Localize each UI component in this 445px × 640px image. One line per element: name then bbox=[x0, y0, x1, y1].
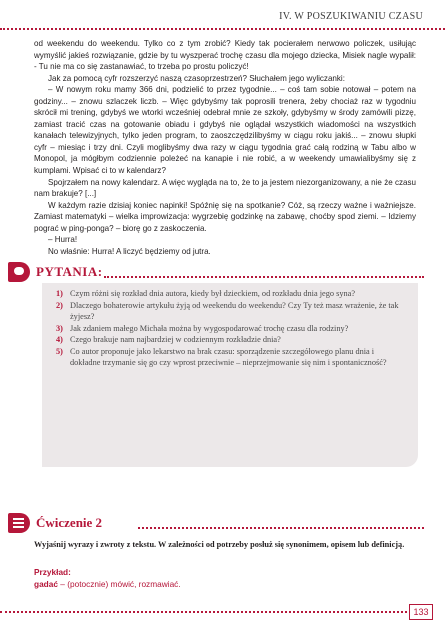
question-text: Czego brakuje nam najbardziej w codziennym rozkładzie dnia? bbox=[70, 335, 281, 344]
header-dotted-line bbox=[0, 28, 445, 30]
questions-dotted-line bbox=[104, 276, 424, 278]
paragraph: W każdym razie dzisiaj koniec napinki! Spóźnię się na spotkanie? Cóż, są rzeczy ważne i ważniejsze. Zamiast matematyki – wielka improwizacja: wygrzebię godzinkę na zabawę, choćby spod ziemi. – Idziemy pograć w ping-ponga? – biorę go z zaskoczenia. bbox=[34, 200, 416, 233]
page-number: 133 bbox=[409, 604, 433, 620]
question-number: 3) bbox=[56, 323, 63, 333]
exercise-dotted-line bbox=[138, 527, 424, 529]
example-label: Przykład: bbox=[34, 567, 71, 577]
example-line bbox=[34, 579, 181, 589]
question-item bbox=[56, 334, 406, 346]
questions-title: PYTANIA: bbox=[36, 264, 103, 279]
paragraph: No właśnie: Hurra! A liczyć będziemy od jutra. bbox=[48, 246, 211, 256]
question-text: Jak zdaniem małego Michała można by wygospodarować trochę czasu dla rodziny? bbox=[70, 323, 349, 333]
question-text: Co autor proponuje jako lekarstwo na brak czasu: sporządzenie szczegółowego planu dnia i dokładne trzymanie się go czy wprost przeciwnie – nieprzejmowanie się nim i spontaniczność? bbox=[70, 346, 387, 367]
speech-bubble-icon bbox=[8, 262, 30, 282]
example-definition: – (potocznie) mówić, rozmawiać. bbox=[57, 579, 181, 589]
question-number: 2) bbox=[56, 300, 63, 310]
paragraph: – W nowym roku mamy 366 dni, podzielić to przez tygodnie... – coś tam sobie notował – potem na godziny... – znowu szlaczek liczb. – Więc gdybyśmy tak poprosili trenera, żeby chociaż raz w tygodniu skrócił mi trening, gdybyś we wtorki wcześniej odebrał mnie ze szkoły, gdybyśmy w środy zamówili pizzę, zamiast tracić czas na gotowanie obiadu i gdybyś nie oglądał wszystkich wiadomości na wszystkich kanałach telewizyjnych, tylko jeden program, to zaoszczędzilibyśmy w ciągu roku jakiś... – znowu słupki cyfr – miesiąc i trzy dni. Czyli moglibyśmy dwa razy w ciągu tygodnia grać całą rodziną w Tabu albo w Monopol, ja mógłbym codziennie poleżeć na kanapie i nie robić, a w weekendy umawialibyśmy się z kumplami. Wpisać ci to w kalendarz? bbox=[34, 85, 416, 176]
exercise-header bbox=[8, 513, 428, 533]
question-item bbox=[56, 323, 406, 335]
questions-list bbox=[56, 288, 406, 369]
example-word: gadać bbox=[34, 579, 58, 589]
question-item bbox=[56, 300, 406, 323]
exercise-title: Ćwiczenie 2 bbox=[36, 515, 103, 530]
article-body bbox=[34, 38, 416, 257]
question-number: 5) bbox=[56, 346, 63, 356]
paragraph: Jak za pomocą cyfr rozszerzyć naszą czasoprzestrzeń? Słuchałem jego wyliczanki: bbox=[48, 73, 345, 83]
exercise-instruction: Wyjaśnij wyrazy i zwroty z tekstu. W zależności od potrzeby posłuż się synonimem, opisem lub definicją. bbox=[34, 540, 405, 549]
question-item bbox=[56, 288, 406, 300]
question-number: 4) bbox=[56, 335, 63, 344]
paragraph: – Hurra! bbox=[48, 235, 78, 245]
questions-header bbox=[8, 262, 428, 282]
footer-dotted-line bbox=[0, 611, 407, 613]
paragraph: Spojrzałem na nowy kalendarz. A więc wygląda na to, że to ja jestem niezorganizowany, a nie że czasu nam brakuje? [...] bbox=[34, 177, 416, 199]
question-number: 1) bbox=[56, 289, 63, 298]
question-item bbox=[56, 346, 406, 369]
list-icon bbox=[8, 513, 30, 533]
question-text: Dlaczego bohaterowie artykułu żyją od weekendu do weekendu? Czy Ty też masz wrażenie, że tak żyjesz? bbox=[70, 300, 399, 321]
question-text: Czym różni się rozkład dnia autora, kiedy był dzieckiem, od rozkładu dnia jego syna? bbox=[70, 289, 355, 298]
running-header: IV. W POSZUKIWANIU CZASU bbox=[279, 11, 423, 22]
paragraph: od weekendu do weekendu. Tylko co z tym zrobić? Kiedy tak pocierałem nerwowo policzek, usiłując wymyślić jakieś rozwiązanie, gdzie by tu wyszperać trochę czasu dla mojego dziecka, Misiek nagle wypalił: - Tu nie ma co się zastanawiać, to trzeba po prostu policzyć! bbox=[34, 39, 416, 72]
